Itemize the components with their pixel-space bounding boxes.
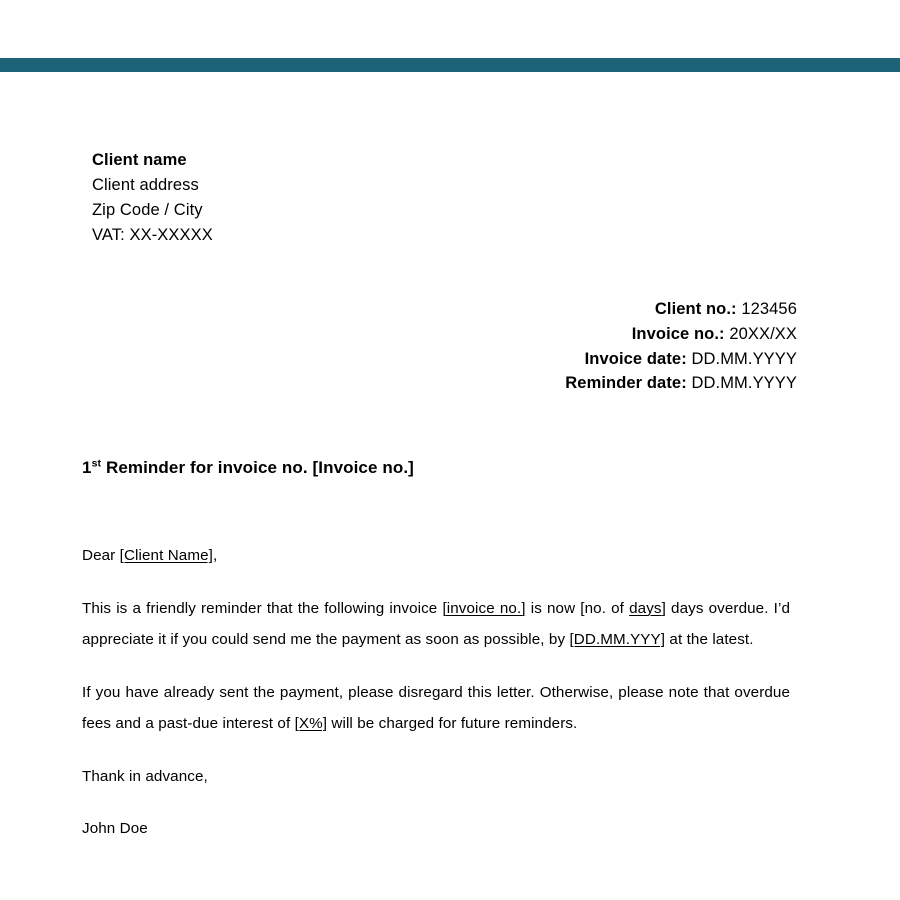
subject-text: Reminder for invoice no. [Invoice no.] bbox=[101, 458, 414, 477]
paragraph-2-part-1: If you have already sent the payment, please disregard this letter. Otherwise, please note that overdue fees and a past-due interest of bbox=[82, 683, 790, 732]
meta-value-reminder-date: DD.MM.YYYY bbox=[691, 374, 797, 393]
paragraph-2-part-2: will be charged for future reminders. bbox=[327, 715, 578, 732]
meta-value-client-no: 123456 bbox=[741, 300, 797, 318]
meta-label-invoice-date: Invoice date: bbox=[584, 349, 687, 368]
placeholder-days: days bbox=[629, 599, 662, 617]
paragraph-1-part-3: ] days overdue. I’d appreciate it if you could send me the payment as soon as possible, by bbox=[82, 599, 790, 648]
signature-line: John Doe bbox=[82, 820, 148, 837]
meta-label-client-no: Client no.: bbox=[654, 300, 737, 318]
meta-row-reminder-date bbox=[565, 371, 797, 396]
paragraph-1-part-2: is now [no. of bbox=[525, 599, 630, 617]
placeholder-invoice-no: [invoice no.] bbox=[442, 599, 526, 617]
closing-line: Thank in advance, bbox=[82, 767, 208, 785]
client-zip-city: Zip Code / City bbox=[92, 201, 203, 219]
paragraph-1-part-4: at the latest. bbox=[665, 631, 754, 648]
meta-row-invoice-date bbox=[565, 347, 797, 372]
letter-body bbox=[82, 540, 790, 845]
client-address-block bbox=[92, 148, 213, 248]
invoice-meta-block bbox=[565, 297, 797, 396]
subject-line bbox=[82, 458, 414, 478]
paragraph-1-part-1: This is a friendly reminder that the following invoice bbox=[82, 599, 443, 617]
salutation-prefix: Dear bbox=[82, 547, 120, 564]
salutation-paragraph bbox=[82, 540, 790, 572]
client-vat: VAT: XX-XXXXX bbox=[92, 226, 213, 244]
body-paragraph-2 bbox=[82, 677, 790, 740]
client-name: Client name bbox=[92, 151, 187, 169]
body-paragraph-1 bbox=[82, 593, 790, 656]
placeholder-due-date: [DD.MM.YYY] bbox=[569, 631, 666, 648]
meta-value-invoice-no: 20XX/XX bbox=[729, 324, 797, 343]
salutation-suffix: , bbox=[212, 547, 218, 564]
client-address: Client address bbox=[92, 176, 199, 194]
subject-ordinal-suffix: st bbox=[91, 457, 102, 470]
placeholder-interest-rate: [X%] bbox=[294, 715, 328, 732]
subject-ordinal-number: 1 bbox=[82, 458, 92, 477]
meta-row-client-no bbox=[565, 297, 797, 322]
meta-row-invoice-no bbox=[565, 322, 797, 347]
meta-value-invoice-date: DD.MM.YYYY bbox=[691, 349, 797, 368]
placeholder-client-name: [Client Name] bbox=[119, 547, 213, 564]
meta-label-invoice-no: Invoice no.: bbox=[631, 324, 725, 343]
top-accent-bar bbox=[0, 58, 900, 72]
meta-label-reminder-date: Reminder date: bbox=[565, 374, 687, 393]
